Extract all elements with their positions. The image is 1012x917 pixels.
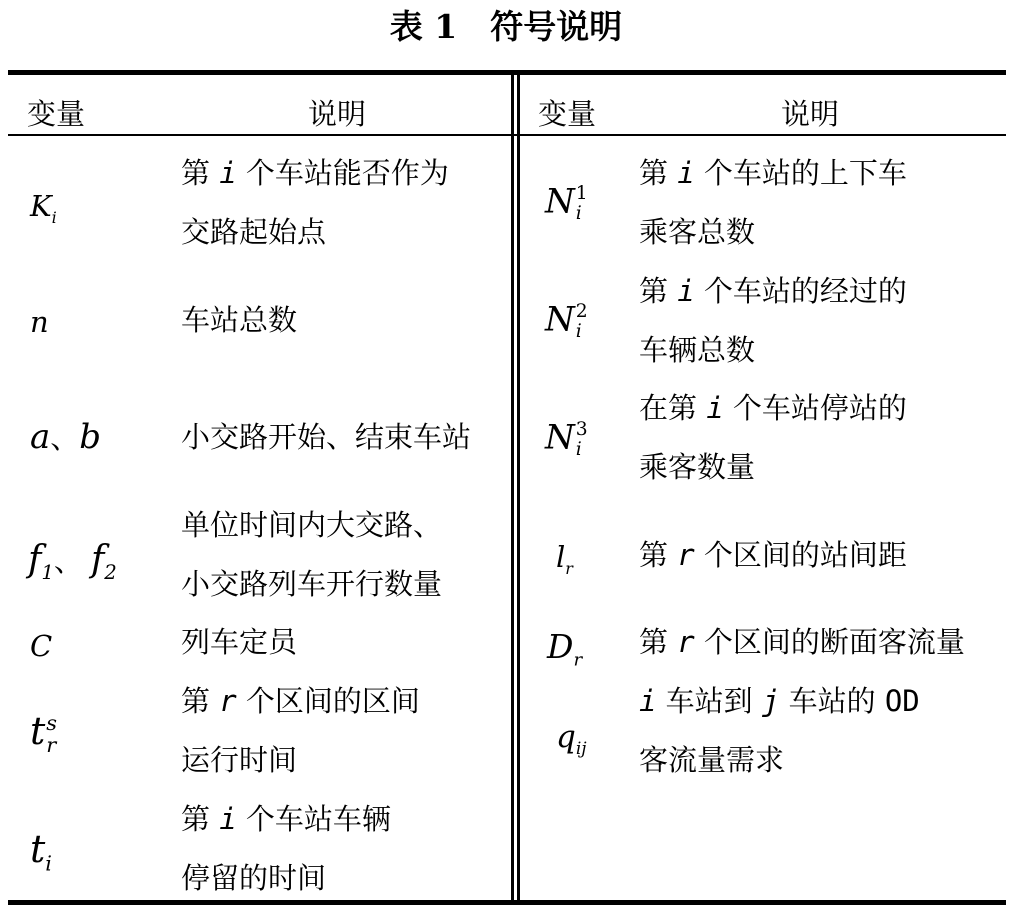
- var-n: n: [30, 305, 49, 339]
- var-a: a: [30, 417, 51, 457]
- var-N-scripts: [576, 184, 588, 223]
- desc-text: 个区间的站间距: [694, 538, 907, 572]
- desc-qij-line2: 客流量需求: [639, 743, 785, 777]
- var-q: q: [556, 719, 576, 755]
- var-t-scripts: [46, 710, 58, 757]
- var-a-b: [30, 417, 102, 457]
- var-l: l: [556, 540, 566, 574]
- desc-text: 个车站停站的: [723, 391, 907, 425]
- var-N: N: [545, 417, 575, 458]
- var-separator: 、: [50, 421, 80, 455]
- var-C: C: [30, 629, 53, 663]
- var-N: N: [545, 181, 575, 222]
- desc-K-line2: 交路起始点: [181, 215, 327, 249]
- var-l-r: [556, 540, 573, 578]
- var-N-sub-i: i: [575, 438, 582, 460]
- var-K-base: K: [30, 189, 52, 223]
- desc-od: OD: [884, 684, 920, 718]
- var-t: t: [30, 827, 46, 871]
- var-N-sub-i: i: [575, 202, 582, 224]
- header-description-left: 说明: [308, 97, 367, 131]
- desc-f-line1: 单位时间内大交路、: [181, 508, 443, 542]
- var-l-sub-r: r: [565, 558, 573, 578]
- var-f1-f2: [28, 539, 117, 585]
- var-f: f: [28, 539, 42, 580]
- desc-math-i: i: [677, 274, 695, 308]
- desc-text: 车站到: [656, 684, 762, 718]
- center-divider-left: [511, 75, 514, 900]
- var-N-i-3: [545, 417, 588, 460]
- var-N-i-1: [545, 181, 588, 224]
- desc-N1-line1: [639, 144, 907, 203]
- desc-K-line1: [181, 144, 449, 203]
- desc-math-r: r: [677, 625, 695, 659]
- var-t-sup-s: s: [46, 710, 58, 735]
- desc-math-r: r: [219, 684, 237, 718]
- desc-text: 车站的: [779, 684, 885, 718]
- var-D-r: [547, 627, 583, 671]
- desc-text: 第: [639, 274, 678, 308]
- header-variable-left: 变量: [27, 97, 86, 131]
- desc-N2-line1: [639, 262, 907, 321]
- desc-math-i: i: [219, 802, 237, 836]
- desc-text: 个区间的区间: [236, 684, 420, 718]
- top-rule: [8, 70, 1006, 75]
- var-N-sup-1: 1: [575, 183, 588, 204]
- desc-text: 第: [639, 538, 678, 572]
- var-f-sub-1: 1: [41, 561, 54, 585]
- var-D: D: [547, 627, 574, 666]
- header-variable-right: 变量: [538, 97, 597, 131]
- desc-text: 第: [639, 625, 678, 659]
- var-N-sup-3: 3: [575, 419, 588, 440]
- var-t: t: [30, 709, 46, 753]
- desc-C: 列车定员: [181, 625, 298, 659]
- desc-text: 第: [639, 156, 678, 190]
- desc-text: 个区间的断面客流量: [694, 625, 965, 659]
- var-N-scripts: [576, 302, 588, 341]
- var-K-sub: i: [51, 207, 57, 227]
- desc-text: 第: [181, 684, 220, 718]
- var-N-sup-2: 2: [575, 301, 588, 322]
- desc-N3-line1: [639, 379, 907, 438]
- bottom-rule: [8, 900, 1006, 905]
- table-title: 表 1 符号说明: [389, 7, 623, 46]
- desc-text: 在第: [639, 391, 707, 425]
- var-N-i-2: [545, 299, 588, 342]
- var-D-sub-r: r: [573, 649, 583, 671]
- var-q-sub-ij: ij: [575, 739, 587, 760]
- desc-Dr: [639, 613, 965, 672]
- var-t-sub-r: r: [46, 732, 57, 757]
- desc-a-b: 小交路开始、结束车站: [181, 420, 472, 454]
- var-b: b: [79, 417, 102, 457]
- var-N: N: [545, 299, 575, 340]
- var-N-sub-i: i: [575, 320, 582, 342]
- var-t-i: [30, 827, 52, 876]
- var-f-sub-2: 2: [104, 561, 117, 585]
- desc-N1-line2: 乘客总数: [639, 215, 756, 249]
- desc-N2-line2: 车辆总数: [639, 333, 756, 367]
- var-q-ij: [556, 719, 587, 760]
- center-divider-right: [517, 75, 520, 900]
- desc-math-i: i: [639, 684, 657, 718]
- desc-ti-line1: [181, 790, 391, 849]
- desc-math-j: j: [761, 684, 780, 718]
- var-separator: 、: [53, 544, 83, 578]
- var-t-r-s: [30, 709, 58, 757]
- desc-lr: [639, 526, 907, 585]
- desc-text: 个车站的经过的: [694, 274, 907, 308]
- desc-n: 车站总数: [181, 303, 298, 337]
- header-rule: [8, 134, 1006, 136]
- desc-math-r: r: [677, 538, 695, 572]
- desc-text: 第: [181, 802, 220, 836]
- desc-text: 第: [181, 156, 220, 190]
- var-N-scripts: [576, 420, 588, 459]
- header-description-right: 说明: [781, 97, 840, 131]
- desc-ti-line2: 停留的时间: [181, 861, 327, 895]
- desc-text: 个车站的上下车: [694, 156, 907, 190]
- desc-math-i: i: [706, 391, 724, 425]
- desc-math-i: i: [677, 156, 695, 190]
- desc-trs-line1: [181, 672, 420, 731]
- desc-N3-line2: 乘客数量: [639, 450, 756, 484]
- var-f: f: [90, 539, 105, 580]
- var-t-sub-i: i: [45, 851, 52, 876]
- desc-qij-line1: [639, 672, 920, 731]
- desc-math-i: i: [219, 156, 237, 190]
- desc-text: 个车站能否作为: [236, 156, 449, 190]
- desc-text: 个车站车辆: [236, 802, 391, 836]
- desc-f-line2: 小交路列车开行数量: [181, 567, 443, 601]
- var-K-i: [30, 189, 57, 227]
- desc-trs-line2: 运行时间: [181, 743, 298, 777]
